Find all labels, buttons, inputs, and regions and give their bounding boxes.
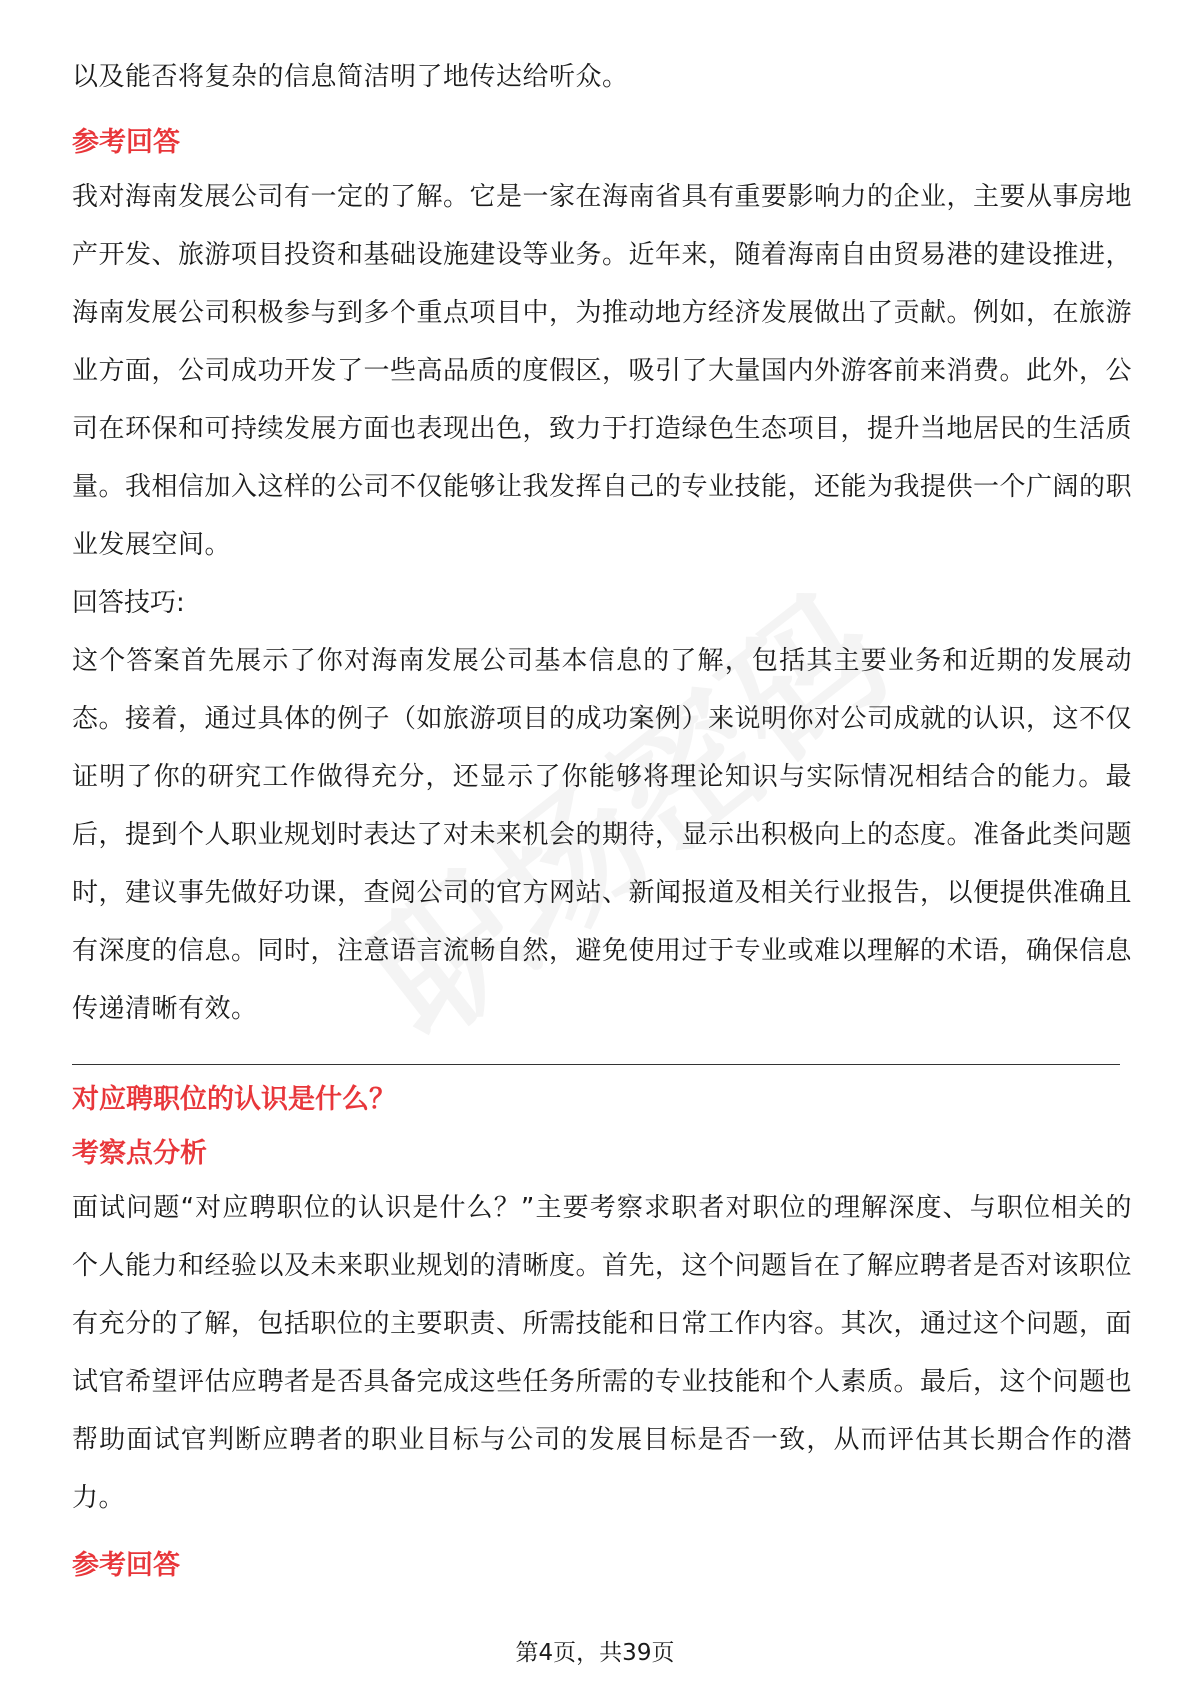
tips-label: 回答技巧:	[72, 588, 185, 618]
analysis-heading: 考察点分析	[72, 1138, 207, 1169]
answer-text-1: 我对海南发展公司有一定的了解。它是一家在海南省具有重要影响力的企业，主要从事房地产开发、旅游项目投资和基础设施建设等业务。近年来，随着海南自由贸易港的建设推进，海南发展公司积极参与到多个重点项目中，为推动地方经济发展做出了贡献。例如，在旅游业方面，公司成功开发了一些高品质的度假区，吸引了大量国内外游客前来消费。此外，公司在环保和可持续发展方面也表现出色，致力于打造绿色生态项目，提升当地居民的生活质量。我相信加入这样的公司不仅能够让我发挥自己的专业技能，还能为我提供一个广阔的职业发展空间。	[72, 182, 1133, 560]
page-content	[72, 62, 1132, 1595]
tips-text: 这个答案首先展示了你对海南发展公司基本信息的了解，包括其主要业务和近期的发展动态。接着，通过具体的例子（如旅游项目的成功案例）来说明你对公司成就的认识，这不仅证明了你的研究工作做得充分，还显示了你能够将理论知识与实际情况相结合的能力。最后，提到个人职业规划时表达了对未来机会的期待，显示出积极向上的态度。准备此类问题时，建议事先做好功课，查阅公司的官方网站、新闻报道及相关行业报告，以便提供准确且有深度的信息。同时，注意语言流畅自然，避免使用过于专业或难以理解的术语，确保信息传递清晰有效。	[72, 646, 1133, 1024]
page-footer: 第4页，共39页	[515, 1640, 675, 1666]
section-divider	[72, 1064, 1120, 1065]
question-heading: 对应聘职位的认识是什么？	[72, 1084, 396, 1115]
analysis-text: 面试问题“对应聘职位的认识是什么？”主要考察求职者对职位的理解深度、与职位相关的个人能力和经验以及未来职业规划的清晰度。首先，这个问题旨在了解应聘者是否对该职位有充分的了解，包括职位的主要职责、所需技能和日常工作内容。其次，通过这个问题，面试官希望评估应聘者是否具备完成这些任务所需的专业技能和个人素质。最后，这个问题也帮助面试官判断应聘者的职业目标与公司的发展目标是否一致，从而评估其长期合作的潜力。	[72, 1193, 1133, 1513]
intro-line: 以及能否将复杂的信息简洁明了地传达给听众。	[72, 62, 629, 92]
answer-heading-2: 参考回答	[72, 1550, 180, 1581]
answer-heading-1: 参考回答	[72, 127, 180, 158]
